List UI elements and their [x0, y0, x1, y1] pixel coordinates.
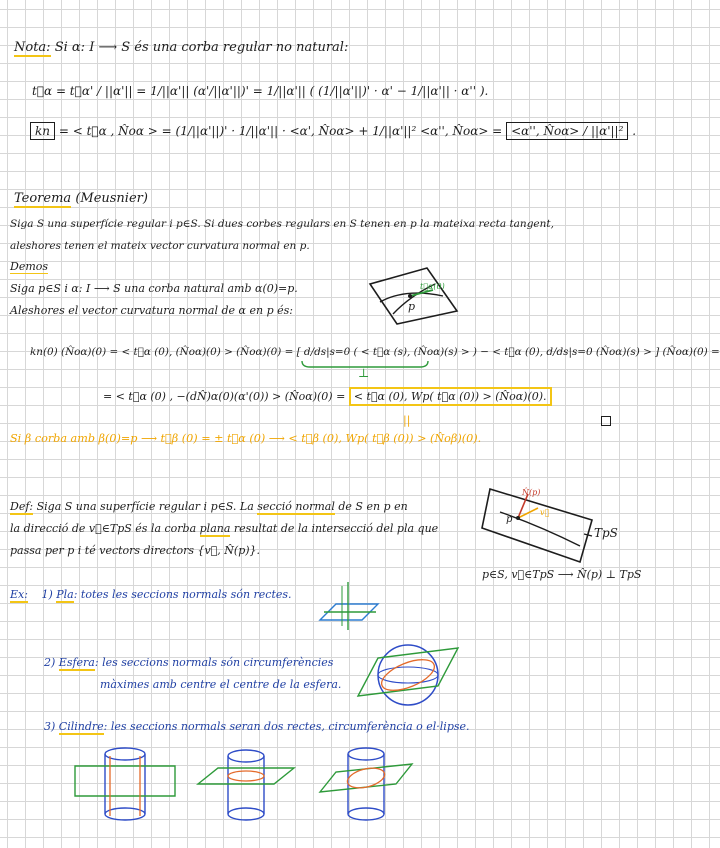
- ex-1-text: : totes les seccions normals són rectes.: [73, 588, 292, 601]
- def-line-2a: la direcció de v⃗∈TpS és la corba: [10, 522, 197, 535]
- demo-equation-3: Si β corba amb β(0)=p ⟶ t⃗β (0) = ± t⃗α (0) ⟶ < t⃗β (0), Wp( t⃗β (0)) > (N̂oβ)(0).: [10, 432, 482, 445]
- ex-1-name: Pla: [56, 588, 74, 601]
- meusnier-tangent-label: t⃗α(0): [420, 282, 445, 291]
- teorema-line-2: aleshores tenen el mateix vector curvatura normal en p.: [10, 240, 310, 252]
- ex-item-3: [44, 720, 470, 733]
- def-line-1: [10, 500, 408, 513]
- section-ellipse-shape: [345, 765, 386, 792]
- meusnier-figure: [365, 266, 465, 328]
- def-line-3: passa per p i té vectors directors {v⃗, N̂(p)}.: [10, 544, 261, 557]
- cylinder-bottom-shape: [348, 808, 384, 820]
- ex-2-name: Esfera: [58, 656, 95, 669]
- demo-line-1: Siga p∈S i α: I ⟶ S una corba natural amb α(0)=p.: [10, 282, 298, 295]
- nota-text: Si α: I ⟶ S és una corba regular no natural:: [54, 40, 349, 55]
- def-figure-caption: p∈S, v⃗∈TpS ⟶ N̂(p) ⊥ TpS: [482, 568, 642, 581]
- v-vector-label: v⃗: [540, 508, 550, 517]
- def-underlined-term: plana: [199, 522, 231, 535]
- ex-label: Ex:: [10, 588, 28, 601]
- tps-label: TpS: [594, 526, 618, 540]
- nota-equation-2-end: .: [632, 124, 637, 138]
- ex-2-text-2: màximes amb centre el centre de la esfera.: [100, 678, 342, 691]
- sphere-equator-shape: [378, 667, 438, 683]
- def-line-1b: de S en p en: [338, 500, 408, 513]
- point-p-dot: [408, 294, 412, 298]
- cylinder-circle-figure: [196, 748, 296, 828]
- teorema-heading: [14, 191, 148, 206]
- cylinder-sides-shape: [348, 754, 384, 814]
- point-p-label: p: [506, 514, 513, 525]
- def-label: Def:: [10, 500, 34, 513]
- teorema-line-1: Siga S una superfície regular i p∈S. Si dues corbes regulars en S tenen en p la mateixa recta tangent,: [10, 218, 554, 230]
- perp-symbol: ⊥: [358, 366, 370, 380]
- nota-label: Nota:: [14, 40, 51, 55]
- demo-label: Demos: [10, 260, 49, 273]
- teorema-label: Teorema: [14, 191, 72, 206]
- cylinder-ellipse-figure: [316, 746, 416, 828]
- nota-equation-1: t⃗α = t⃗α' / ||α'|| = 1/||α'|| (α'/||α'||)' = 1/||α'|| ( (1/||α'||)' · α' − 1/||α'|| · α'' ).: [32, 84, 489, 98]
- demo-equation-1: kn(0) (N̂oα)(0) = < t⃗α (0), (N̂oα)(0) > (N̂oα)(0) = [ d/ds|s=0 ( < t⃗α (s), (N̂oα)(s) > ) − < t⃗α (0), d/ds|s=0 (N̂oα)(s) > ] (N̂oα)(0) =: [30, 346, 720, 358]
- demo-equation-2a: = < t⃗α (0) , −(dN̂)α(0)(α'(0)) > (N̂oα)(0) =: [103, 390, 346, 403]
- meusnier-p-label: p: [408, 300, 416, 313]
- kn-result-boxed: <α'', N̂oα> / ||α'||²: [506, 122, 628, 140]
- normal-vector-label: N̂(p): [522, 488, 541, 497]
- plane-sections-figure: [318, 580, 384, 632]
- sphere-figure: [356, 640, 460, 710]
- kn-boxed: kn: [30, 122, 55, 140]
- def-line-2b: resultat de la intersecció del pla que: [233, 522, 439, 535]
- cylinder-bottom-shape: [228, 808, 264, 820]
- ex-2-number: 2): [44, 656, 56, 669]
- def-line-1a: Siga S una superfície regular i p∈S. La: [36, 500, 254, 513]
- cylinder-sides-shape: [105, 754, 145, 814]
- cylinder-top-shape: [348, 748, 384, 760]
- ex-3-name: Cilindre: [58, 720, 104, 733]
- def-highlight-term: secció normal: [257, 500, 335, 513]
- equal-sign-vertical: ||: [403, 414, 411, 427]
- cylinder-sides-shape: [228, 756, 264, 814]
- ex-item-1: [10, 588, 292, 601]
- cylinder-top-shape: [228, 750, 264, 762]
- demo-line-2: Aleshores el vector curvatura normal de α en p és:: [10, 304, 293, 317]
- demo-equation-2: [103, 390, 552, 403]
- ex-3-text: : les seccions normals seran dos rectes, circumferència o el·lipse.: [103, 720, 470, 733]
- demo-equation-2b: < t⃗α (0), Wp( t⃗α (0)) > (N̂oα)(0).: [349, 387, 552, 406]
- def-line-2: [10, 522, 438, 535]
- teorema-name: (Meusnier): [75, 191, 148, 206]
- ex-3-number: 3): [44, 720, 56, 733]
- section-circle-shape: [228, 771, 264, 781]
- point-p-dot: [516, 516, 520, 520]
- cutting-plane-shape: [358, 648, 458, 696]
- nota-equation-2: [30, 124, 636, 138]
- ex-item-2: [44, 656, 333, 669]
- ex-1-number: 1): [41, 588, 53, 601]
- section-lines-shape: [110, 756, 140, 816]
- cylinder-bottom-shape: [105, 808, 145, 820]
- nota-line: [14, 40, 348, 55]
- cylinder-lines-figure: [70, 744, 180, 824]
- cylinder-top-shape: [105, 748, 145, 760]
- vertical-plane-shape: [75, 766, 175, 796]
- ex-2-text-1: : les seccions normals són circumferències: [94, 656, 334, 669]
- qed-square: [601, 416, 611, 426]
- nota-equation-2-body: = < t⃗α , N̂oα > = (1/||α'||)' · 1/||α'|| · <α', N̂oα> + 1/||α'||² <α'', N̂oα> =: [58, 124, 503, 138]
